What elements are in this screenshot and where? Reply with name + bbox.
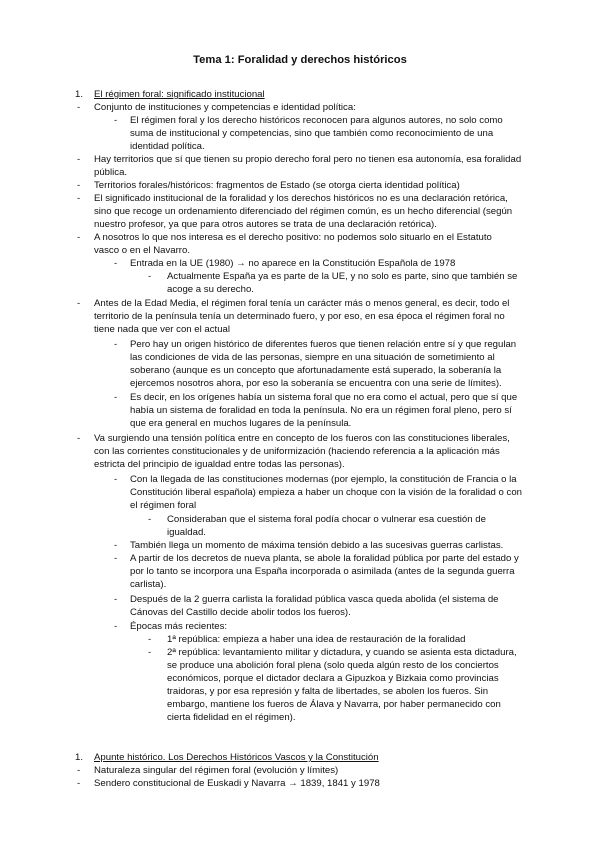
bullet-line: con las corrientes constitucionales y de uniformización (haciendo referencia a la aplicación más (94, 446, 500, 457)
sub-bullet-line: Pero hay un origen histórico de diferentes fueros que tienen relación entre sí y que regulan (130, 339, 517, 350)
sub-bullet-line: Después de la 2 guerra carlista la foralidad pública vasca queda abolida (el sistema de (130, 594, 499, 605)
section-number: 1. (75, 752, 84, 763)
sub-sub-bullet-dash: - (148, 634, 152, 645)
bullet-line: tiene nada que ver con el actual (94, 324, 231, 335)
sub-bullet-text: Épocas más recientes: (130, 621, 228, 632)
sub-sub-bullet-dash: - (148, 514, 152, 525)
sub-sub-bullet-line: Actualmente España ya es parte de la UE, y no solo es parte, sino que también se (167, 271, 518, 282)
sub-bullet-line: Es decir, en los orígenes había un sistema foral que no era como el actual, pero que sí que (130, 392, 518, 403)
sub-sub-bullet-line: Consideraban que el sistema foral podía chocar o vulnerar esa cuestión de (167, 514, 486, 525)
bullet-dash: - (77, 298, 81, 309)
sub-sub-bullet-line: 2ª república: levantamiento militar y dictadura, y cuando se asienta esta dictadura, (167, 647, 517, 658)
sub-sub-bullet-line: económicos, porque el dictador declara a Gipuzkoa y Bizkaia como provincias (167, 673, 499, 684)
sub-bullet-text: Entrada en la UE (1980) → no aparece en la Constitución Española de 1978 (130, 258, 456, 269)
sub-sub-bullet-line: cierta fidelidad en el régimen). (167, 712, 296, 723)
sub-bullet-dash: - (114, 594, 118, 605)
bullet-dash: - (77, 193, 81, 204)
sub-bullet-line: carlista). (130, 579, 167, 590)
section-heading: El régimen foral: significado institucional (94, 89, 265, 100)
sub-sub-bullet-line: traidoras, y por esa represión y falta de libertades, se abolen los fueros. Sin (167, 686, 489, 697)
bullet-dash: - (77, 102, 81, 113)
section-number: 1. (75, 89, 84, 100)
bullet-line: nuestro profesor, ya que para otros autores se trata de una declaración retórica). (94, 219, 437, 230)
sub-sub-bullet-dash: - (148, 647, 152, 658)
bullet-dash: - (77, 232, 81, 243)
sub-bullet-line: que era general en muchos lugares de la península. (130, 418, 352, 429)
sub-bullet-line: Con la llegada de las constituciones modernas (por ejemplo, la constitución de Francia o la (130, 474, 517, 485)
sub-bullet-line: El régimen foral y los derecho históricos reconocen para algunos autores, no solo como (130, 115, 503, 126)
section-heading: Apunte histórico. Los Derechos Históricos Vascos y la Constitución (94, 752, 379, 763)
bullet-line: vasco o en el Navarro. (94, 245, 190, 256)
bullet-text: Conjunto de instituciones y competencias e identidad política: (94, 102, 356, 113)
sub-bullet-dash: - (114, 540, 118, 551)
sub-bullet-line: había un sistema de foralidad en toda la península. No era un régimen foral pleno, pero sí (130, 405, 512, 416)
bullet-line: Va surgiendo una tensión política entre en concepto de los fueros con las constituciones liberales, (94, 433, 510, 444)
sub-bullet-line: A partir de los decretos de nueva planta, se abole la foralidad pública por parte del estado y (130, 553, 519, 564)
bullet-line: territorio de la península tenía un determinado fuero, y por eso, en esa época el régimen foral no (94, 311, 505, 322)
sub-sub-bullet-line: acoge a su derecho. (167, 284, 254, 295)
sub-bullet-line: por lo tanto se incorpora una España incorporada o asimilada (antes de la segunda guerra (130, 566, 515, 577)
sub-bullet-dash: - (114, 553, 118, 564)
sub-bullet-line: identidad política. (130, 141, 205, 152)
sub-bullet-dash: - (114, 621, 118, 632)
sub-sub-bullet-line: se produce una abolición foral plena (solo queda algún resto de los conciertos (167, 660, 499, 671)
bullet-dash: - (77, 154, 81, 165)
sub-bullet-dash: - (114, 115, 118, 126)
sub-bullet-line: ejercemos nosotros ahora, por eso la soberanía se encuentra con una serie de límites). (130, 378, 502, 389)
bullet-line: sino que recoge un ordenamiento diferenciado del régimen común, es un hecho diferencial (según (94, 206, 513, 217)
bullet-line: El significado institucional de la foralidad y los derechos históricos no es una declaración retórica, (94, 193, 508, 204)
bullet-line: pública. (94, 167, 128, 178)
bullet-text: Naturaleza singular del régimen foral (evolución y límites) (94, 765, 339, 776)
bullet-line: estricta del principio de igualdad entre todas las personas). (94, 459, 345, 470)
sub-bullet-line: Cánovas del Castillo decide abolir todos los fueros). (130, 607, 351, 618)
bullet-line: Hay territorios que sí que tienen su propio derecho foral pero no tienen esa autonomía, esa foralidad (94, 154, 522, 165)
bullet-line: Antes de la Edad Media, el régimen foral tenía un carácter más o menos general, es decir, todo el (94, 298, 510, 309)
bullet-line: A nosotros lo que nos interesa es el derecho positivo: no podemos solo situarlo en el Estatuto (94, 232, 492, 243)
sub-bullet-line: Constitución liberal española) empieza a haber un choque con la visión de la foralidad o con (130, 487, 522, 498)
sub-bullet-line: suma de institucional y competencias, sino que también como reconocimiento de una (130, 128, 494, 139)
bullet-text: Territorios forales/históricos: fragmentos de Estado (se otorga cierta identidad política) (94, 180, 460, 191)
sub-sub-bullet-line: igualdad. (167, 527, 206, 538)
sub-sub-bullet-line: embargo, mantiene los fueros de Álava y Navarra, por haber permanecido con (167, 699, 501, 710)
bullet-dash: - (77, 778, 81, 789)
sub-sub-bullet-dash: - (148, 271, 152, 282)
bullet-dash: - (77, 180, 81, 191)
bullet-dash: - (77, 433, 81, 444)
sub-bullet-line: soberano (aunque es un concepto que afortunadamente está superado, la soberanía la (130, 365, 502, 376)
bullet-text: Sendero constitucional de Euskadi y Navarra → 1839, 1841 y 1978 (94, 778, 380, 789)
sub-bullet-dash: - (114, 392, 118, 403)
sub-bullet-dash: - (114, 339, 118, 350)
sub-bullet-line: el régimen foral (130, 500, 197, 511)
sub-bullet-line: las condiciones de vida de las personas, siempre en una situación de sometimiento al (130, 352, 495, 363)
sub-bullet-dash: - (114, 258, 118, 269)
sub-bullet-dash: - (114, 474, 118, 485)
sub-bullet-text: También llega un momento de máxima tensión debido a las sucesivas guerras carlistas. (130, 540, 504, 551)
document-title: Tema 1: Foralidad y derechos históricos (193, 54, 407, 66)
bullet-dash: - (77, 765, 81, 776)
sub-sub-bullet-text: 1ª república: empieza a haber una idea de restauración de la foralidad (167, 634, 466, 645)
